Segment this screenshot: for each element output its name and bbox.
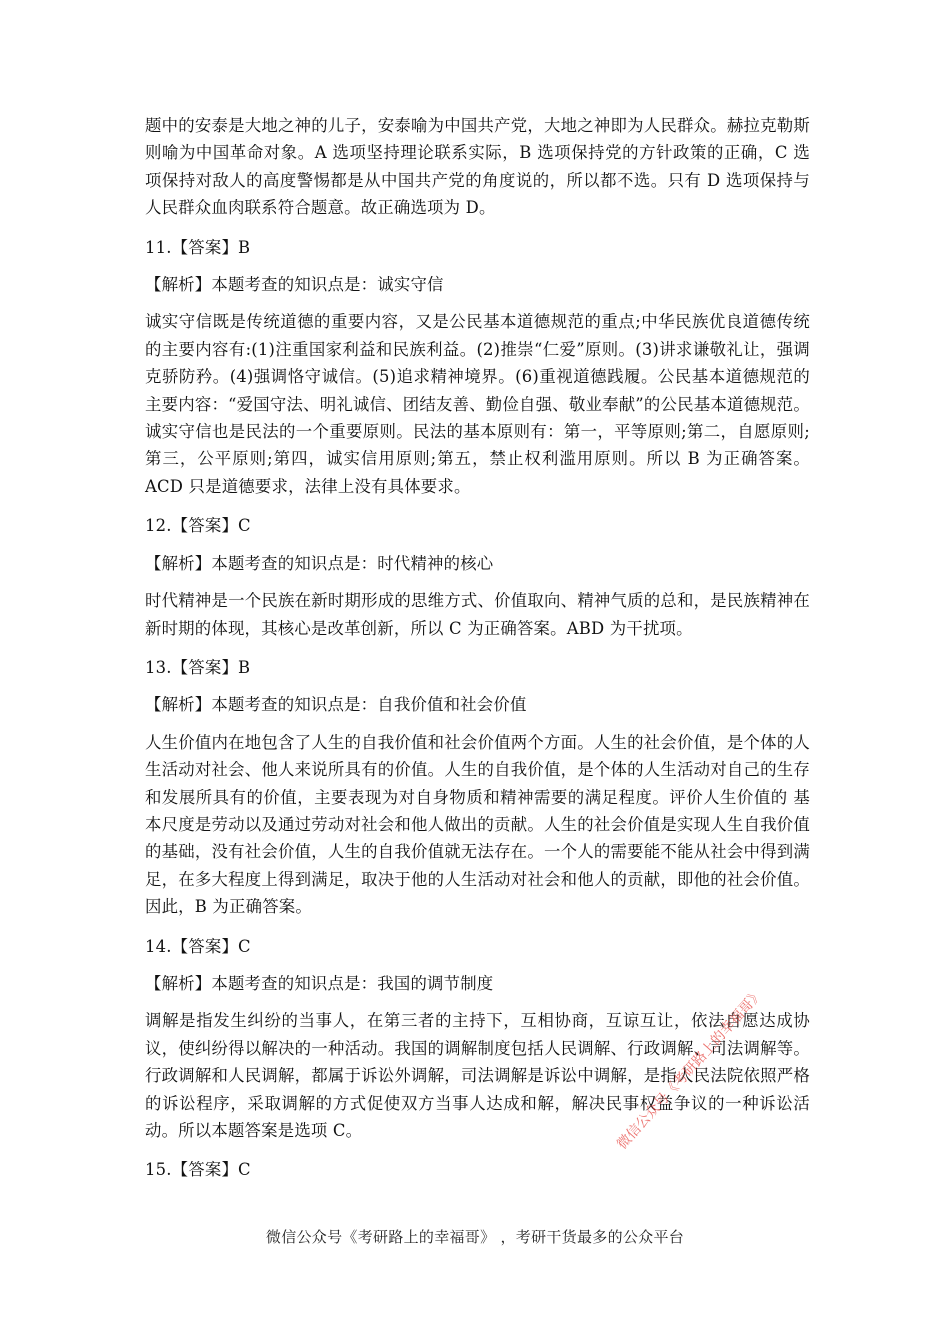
watermark: 微信公众号《考研路上的幸福哥》 (614, 985, 767, 1153)
answer-14: 14.【答案】C (145, 936, 251, 956)
analysis-paragraph-14: 调解是指发生纠纷的当事人，在第三者的主持下，互相协商，互谅互让，依法自愿达成协议，使纠纷得以解决的一种活动。我国的调解制度包括人民调解、行政调解、司法调解等。行政调解和人民调解，都属于诉讼外调解，司法调解是诉讼中调解，是指人民法院依照严格的诉讼程序，采取调解的方式促使双方当事人达成和解，解决民事权益争议的一种诉讼活动。所以本题答案是选项 C。 (145, 1011, 810, 1140)
answer-11: 11.【答案】B (145, 237, 251, 257)
answer-15: 15.【答案】C (145, 1160, 251, 1180)
analysis-paragraph-10-cont: 题中的安泰是大地之神的儿子，安泰喻为中国共产党，大地之神即为人民群众。赫拉克勒斯则喻为中国革命对象。A 选项坚持理论联系实际，B 选项保持党的方针政策的正确，C 选项保持对敌人的高度警惕都是从中国共产党的角度说的，所以都不选。只有 D 选项保持与人民群众血肉联系符合题意。故正确选项为 D。 (145, 116, 810, 218)
analysis-title-13: 【解析】本题考查的知识点是：自我价值和社会价值 (145, 695, 527, 715)
analysis-paragraph-11: 诚实守信既是传统道德的重要内容，又是公民基本道德规范的重点;中华民族优良道德传统的主要内容有:(1)注重国家利益和民族利益。(2)推崇“仁爱”原则。(3)讲求谦敬礼让，强调克骄防矜。(4)强调恪守诚信。(5)追求精神境界。(6)重视道德践履。公民基本道德规范的主要内容：“爱国守法、明礼诚信、团结友善、勤俭自强、敬业奉献”的公民基本道德规范。诚实守信也是民法的一个重要原则。民法的基本原则有：第一，平等原则;第二，自愿原则;第三，公平原则;第四，诚实信用原则;第五，禁止权利滥用原则。所以 B 为正确答案。ACD 只是道德要求，法律上没有具体要求。 (145, 312, 810, 496)
page-footer: 微信公众号《考研路上的幸福哥》 ，考研干货最多的公众平台 (265, 1228, 685, 1246)
answer-12: 12.【答案】C (145, 516, 251, 536)
answer-13: 13.【答案】B (145, 657, 251, 677)
analysis-paragraph-12: 时代精神是一个民族在新时期形成的思维方式、价值取向、精神气质的总和，是民族精神在新时期的体现，其核心是改革创新，所以 C 为正确答案。ABD 为干扰项。 (145, 591, 810, 638)
analysis-title-14: 【解析】本题考查的知识点是：我国的调节制度 (145, 973, 494, 993)
analysis-paragraph-13: 人生价值内在地包含了人生的自我价值和社会价值两个方面。人生的社会价值，是个体的人生活动对社会、他人来说所具有的价值。人生的自我价值，是个体的人生活动对自己的生存和发展所具有的价值，主要表现为对自身物质和精神需要的满足程度。评价人生价值的 基本尺度是劳动以及通过劳动对社会和他人做出的贡献。人生的社会价值是实现人生自我价值的基础，没有社会价值，人生的自我价值就无法存在。一个人的需要能不能从社会中得到满足，在多大程度上得到满足，取决于他的人生活动对社会和他人的贡献，即他的社会价值。因此，B 为正确答案。 (145, 732, 810, 917)
analysis-title-12: 【解析】本题考查的知识点是：时代精神的核心 (145, 553, 494, 573)
analysis-title-11: 【解析】本题考查的知识点是：诚实守信 (145, 275, 444, 295)
